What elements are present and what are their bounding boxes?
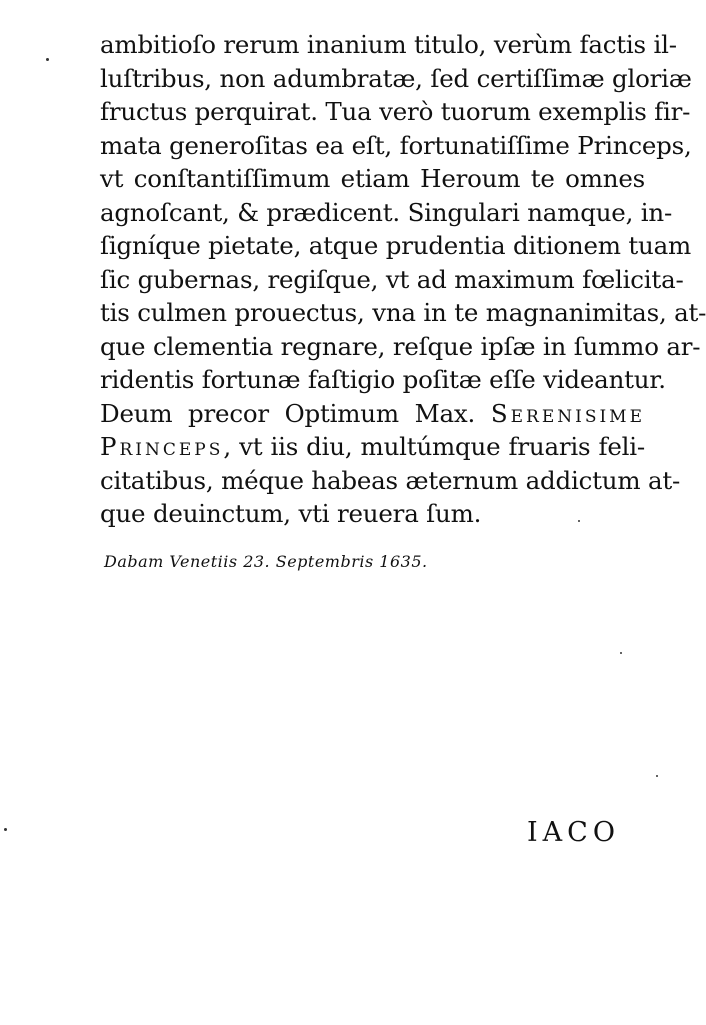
text-line-6: agnoſcant, & prædicent. Singulari namque, in- — [100, 197, 673, 227]
dateline: Dabam Venetiis 23. Septembris 1635. — [104, 552, 428, 571]
text-line-2: luſtribus, non adumbratæ, ſed certiſſimæ gloriæ — [100, 63, 692, 93]
princeps-smallcaps: Princeps — [100, 432, 224, 461]
text-line-11: ridentis fortunæ faſtigio poſitæ eſſe videantur. — [100, 365, 666, 394]
text-line-15: que deuinctum, vti reuera ſum. — [100, 499, 482, 528]
text-line-13 — [100, 430, 645, 464]
text-line-3: fructus perquirat. Tua verò tuorum exemplis fir- — [100, 97, 691, 126]
ink-speck — [4, 828, 7, 831]
text-line-14: citatibus, méque habeas æternum addictum at- — [100, 465, 681, 495]
text-line-1: ambitioſo rerum inanium titulo, verùm factis il- — [100, 30, 677, 59]
text-line-12 — [100, 397, 645, 431]
text-line-13-rest: , vt iis diu, multúmque fruaris feli- — [223, 432, 645, 461]
serenisime-smallcaps: Serenisime — [490, 398, 645, 428]
text-line-9: tis culmen prouectus, vna in te magnanimitas, at- — [100, 298, 706, 327]
text-line-7: ſigníque pietate, atque prudentia ditionem tuam — [100, 231, 692, 260]
ink-speck — [46, 58, 49, 61]
dedication-text — [100, 28, 706, 531]
text-line-5: vt conſtantiſſimum etiam Heroum te omnes — [100, 164, 645, 193]
text-line-10: que clementia regnare, reſque ipſæ in ſummo ar- — [100, 331, 701, 361]
ink-speck — [656, 775, 658, 777]
text-line-8: ſic gubernas, regiſque, vt ad maximum fœlicita- — [100, 264, 684, 294]
catchword: IACO — [527, 817, 620, 848]
text-line-4: mata generoſitas ea eſt, fortunatiſſime Princeps, — [100, 130, 692, 160]
ink-speck — [620, 652, 622, 654]
text-line-12-main: Deum precor Optimum Max. — [100, 398, 476, 428]
ink-speck — [578, 520, 580, 522]
